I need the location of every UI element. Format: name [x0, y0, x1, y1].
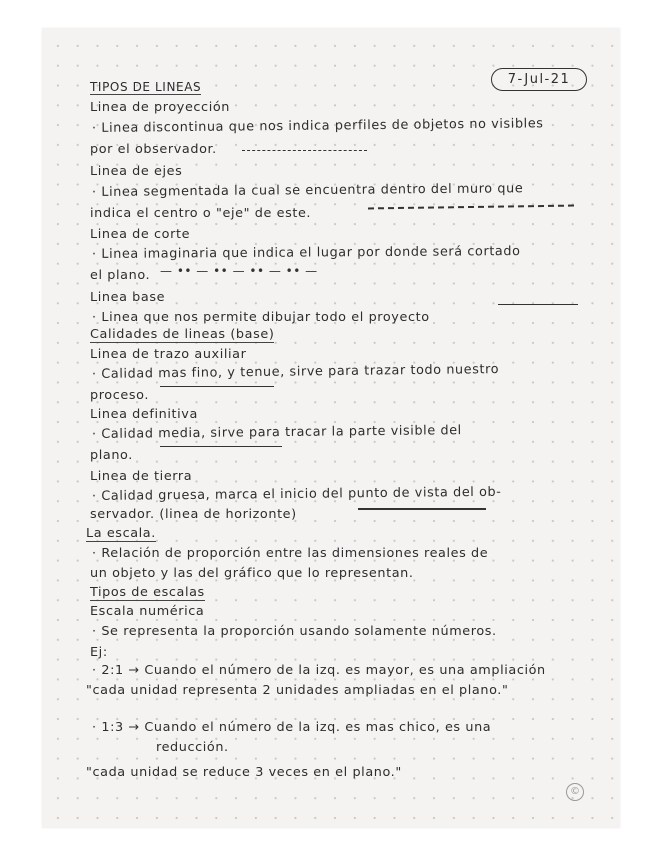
note-line: · Calidad gruesa, marca el inicio del punto de vista del ob-: [91, 484, 502, 504]
heading-trazo-auxiliar: Linea de trazo auxiliar: [90, 347, 247, 362]
note-line: · Se representa la proporción usando solamente números.: [92, 624, 497, 639]
note-line: un objeto y las del gráfico que lo representan.: [90, 566, 414, 581]
page-title: TIPOS DE LINEAS: [90, 80, 202, 94]
heading-calidades: Calidades de lineas (base): [90, 327, 275, 342]
note-line: · Linea imaginaria que indica el lugar por donde será cortado: [91, 244, 521, 262]
note-line: por el observador.: [90, 142, 217, 157]
heading-tipos-escalas: Tipos de escalas: [90, 585, 205, 600]
note-line: indica el centro o "eje" de este.: [90, 206, 312, 221]
quote-line: "cada unidad se reduce 3 veces en el plano.": [86, 765, 402, 780]
base-line-sample: [498, 304, 578, 305]
quote-line: "cada unidad representa 2 unidades ampliadas en el plano.": [86, 683, 509, 698]
note-line: · Calidad media, sirve para tracar la parte visible del: [91, 423, 462, 442]
heading-linea-corte: Linea de corte: [90, 227, 191, 242]
note-line: · Linea segmentada la cual se encuentra dentro del muro que: [91, 181, 524, 200]
note-line: · 2:1 → Cuando el número de la izq. es mayor, es una ampliación: [92, 663, 546, 678]
definitive-line-sample: [160, 446, 282, 447]
note-line: servador. (linea de horizonte): [90, 507, 297, 522]
auxiliary-line-sample: [160, 386, 274, 387]
ground-line-sample: [358, 508, 486, 510]
heading-linea-tierra: Linea de tierra: [90, 469, 193, 484]
projection-line-sample: [242, 150, 367, 151]
note-line: · Linea que nos permite dibujar todo el proyecto: [92, 310, 430, 325]
note-line: · Calidad mas fino, y tenue, sirve para trazar todo nuestro: [91, 362, 500, 382]
note-line: plano.: [90, 448, 133, 463]
copyright-mark: ©: [566, 783, 584, 801]
heading-linea-definitiva: Linea definitiva: [90, 407, 198, 422]
date-stamp: 7-Jul-21: [491, 68, 587, 91]
heading-linea-base: Linea base: [90, 290, 166, 305]
example-label: Ej:: [90, 645, 108, 660]
note-line: · 1:3 → Cuando el número de la izq. es mas chico, es una: [92, 720, 492, 735]
heading-escala-numerica: Escala numérica: [90, 604, 205, 619]
note-line: el plano.: [90, 268, 151, 283]
note-line: proceso.: [90, 388, 149, 403]
heading-linea-proyeccion: Linea de proyección: [90, 100, 230, 115]
cut-line-sample: — •• — •• — •• — •• —: [160, 264, 318, 278]
heading-linea-ejes: Linea de ejes: [90, 164, 183, 179]
note-line: · Relación de proporción entre las dimensiones reales de: [92, 546, 489, 561]
note-line: reducción.: [156, 740, 229, 755]
heading-escala: La escala.: [86, 526, 156, 541]
note-line: · Linea discontinua que nos indica perfiles de objetos no visibles: [91, 116, 544, 136]
